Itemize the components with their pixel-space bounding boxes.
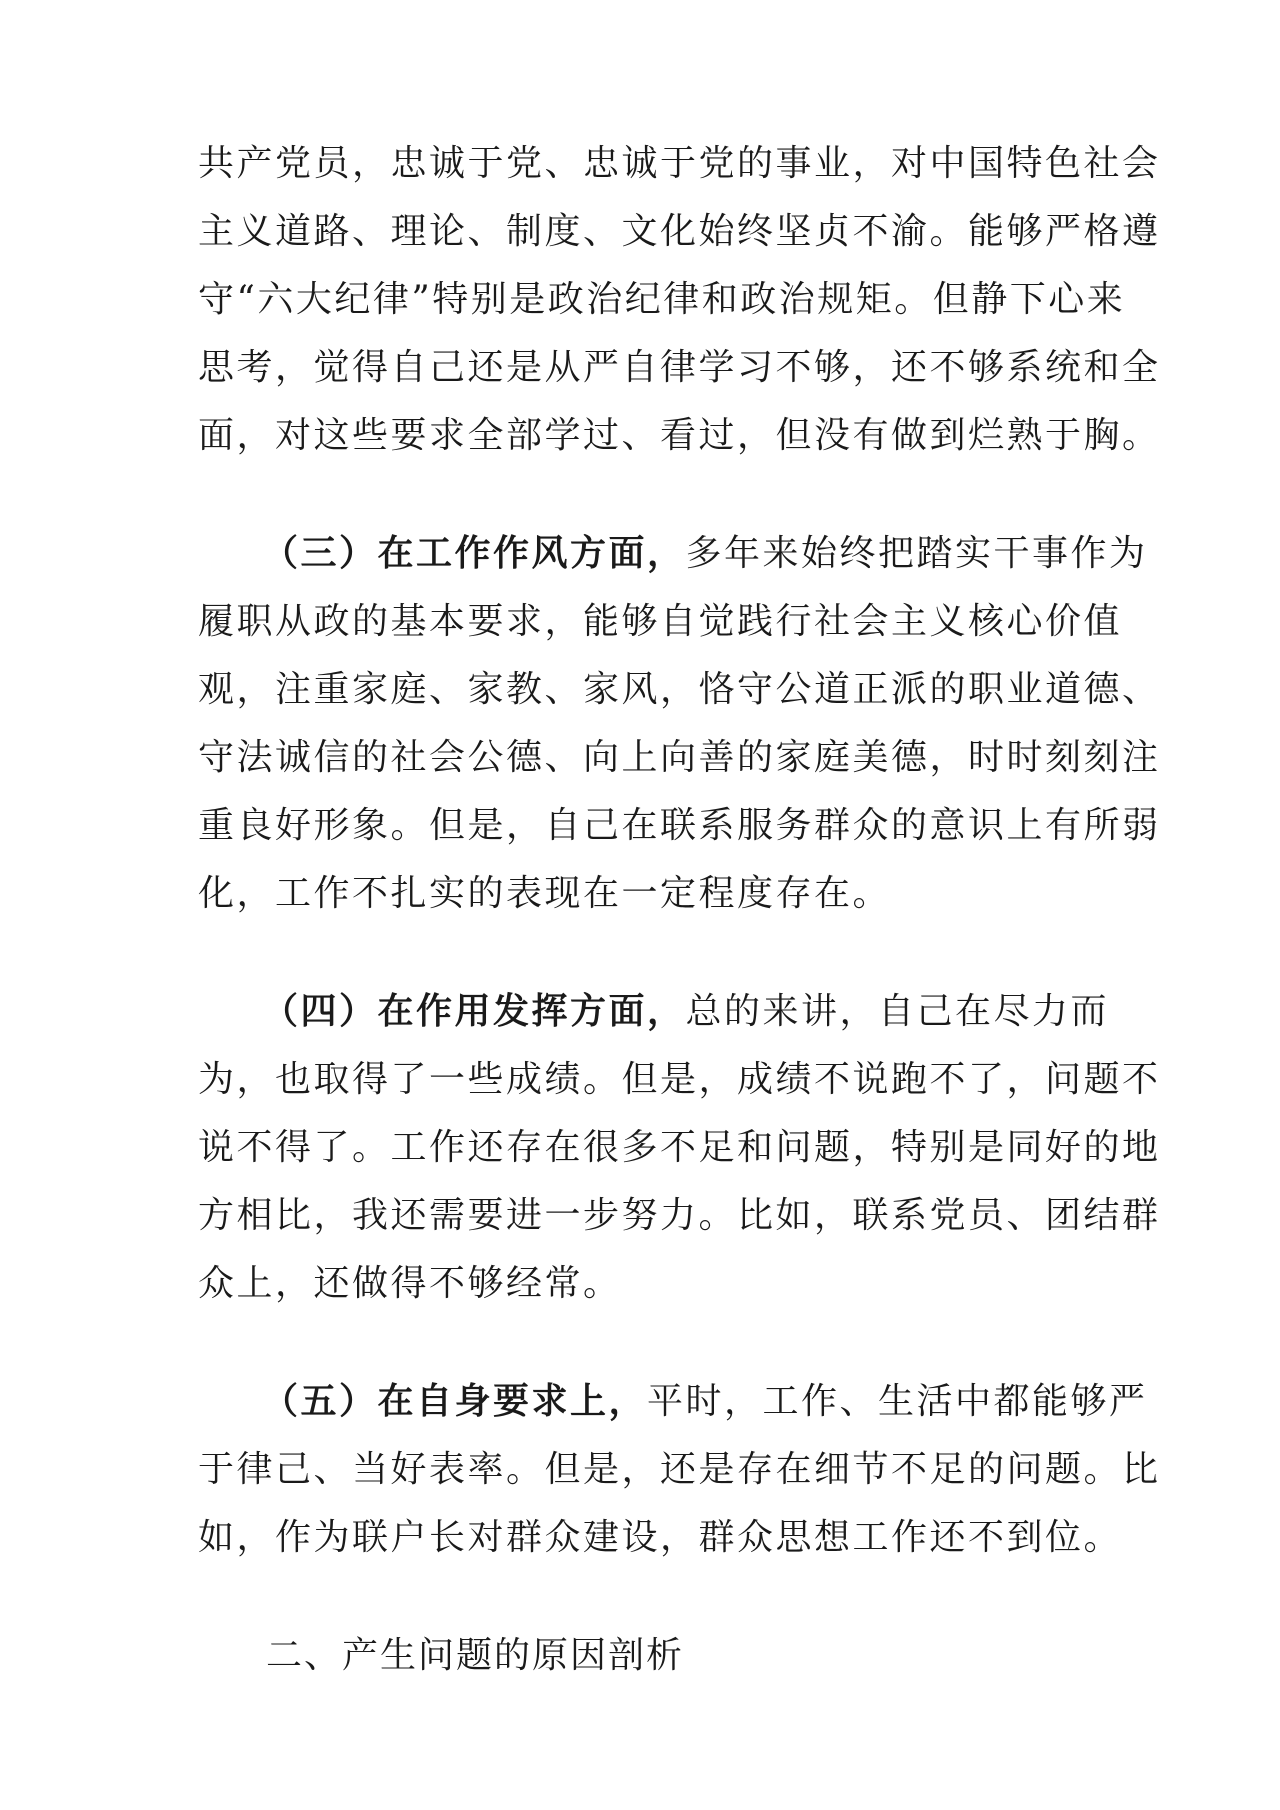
- paragraph-4-first-text: 平时，工作、生活中都能够严: [647, 1381, 1148, 1422]
- paragraph-3-line-5: 众上，还做得不够经常。: [198, 1263, 622, 1304]
- paragraph-3-line-3: 说不得了。工作还存在很多不足和问题，特别是同好的地: [198, 1127, 1161, 1168]
- paragraph-3-heading: （四）在作用发挥方面，: [262, 991, 686, 1032]
- paragraph-4-line-1: [262, 1380, 1148, 1424]
- paragraph-4-heading: （五）在自身要求上，: [262, 1381, 648, 1422]
- paragraph-1-line-2: 主义道路、理论、制度、文化始终坚贞不渝。能够严格遵: [198, 211, 1161, 252]
- paragraph-2-line-1: [262, 532, 1148, 576]
- paragraph-1-line-4: 思考，觉得自己还是从严自律学习不够，还不够系统和全: [198, 347, 1161, 388]
- paragraph-4-line-2: 于律己、当好表率。但是，还是存在细节不足的问题。比: [198, 1449, 1161, 1490]
- paragraph-2-line-4: 守法诚信的社会公德、向上向善的家庭美德，时时刻刻注: [198, 737, 1161, 778]
- paragraph-2-line-3: 观，注重家庭、家教、家风，恪守公道正派的职业道德、: [198, 669, 1161, 710]
- section-heading: 二、产生问题的原因剖析: [266, 1635, 685, 1676]
- paragraph-2-heading: （三）在工作作风方面，: [262, 533, 686, 574]
- paragraph-3-line-2: 为，也取得了一些成绩。但是，成绩不说跑不了，问题不: [198, 1059, 1161, 1100]
- paragraph-3-line-4: 方相比，我还需要进一步努力。比如，联系党员、团结群: [198, 1195, 1161, 1236]
- paragraph-3-line-1: [262, 990, 1122, 1034]
- paragraph-1-line-5: 面，对这些要求全部学过、看过，但没有做到烂熟于胸。: [198, 415, 1161, 456]
- paragraph-2-line-5: 重良好形象。但是，自己在联系服务群众的意识上有所弱: [198, 805, 1161, 846]
- paragraph-2-line-2: 履职从政的基本要求，能够自觉践行社会主义核心价值: [198, 601, 1123, 642]
- paragraph-2-line-6: 化，工作不扎实的表现在一定程度存在。: [198, 873, 892, 914]
- paragraph-1-line-3: 守“六大纪律”特别是政治纪律和政治规矩。但静下心来: [198, 279, 1126, 320]
- paragraph-3-first-text: 总的来讲，自己在尽力而: [685, 991, 1110, 1032]
- paragraph-4-line-3: 如，作为联户长对群众建设，群众思想工作还不到位。: [198, 1517, 1123, 1558]
- paragraph-2-first-text: 多年来始终把踏实干事作为: [685, 533, 1148, 574]
- paragraph-1-line-1: 共产党员，忠诚于党、忠诚于党的事业，对中国特色社会: [198, 143, 1161, 184]
